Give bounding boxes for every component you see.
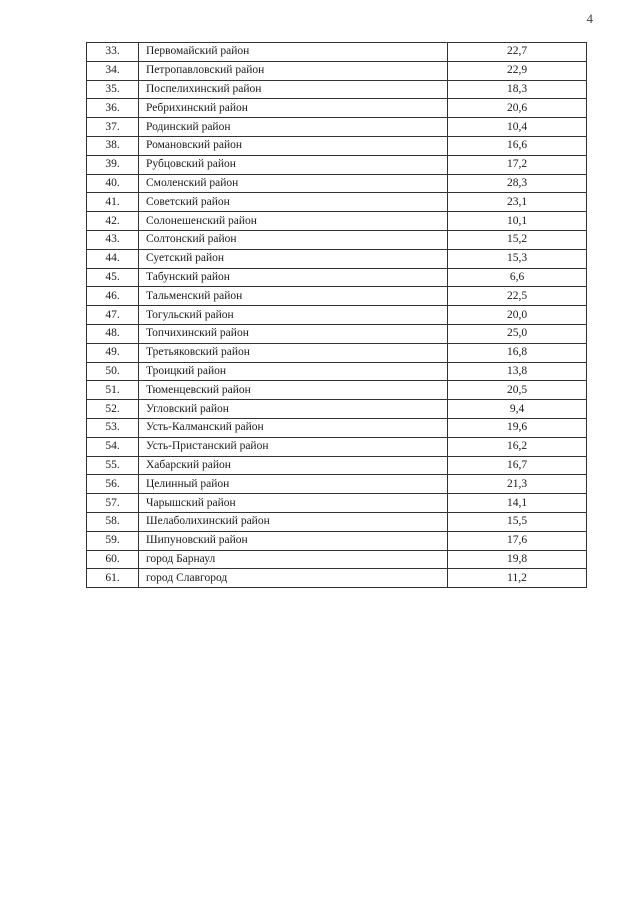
table-row <box>87 418 587 437</box>
row-number: 36. <box>87 99 139 118</box>
district-name: Суетский район <box>139 249 448 268</box>
row-number: 51. <box>87 381 139 400</box>
row-number: 53. <box>87 418 139 437</box>
table-row <box>87 212 587 231</box>
table-row <box>87 249 587 268</box>
table-row <box>87 61 587 80</box>
district-name: Угловский район <box>139 400 448 419</box>
row-number: 42. <box>87 212 139 231</box>
table-row <box>87 306 587 325</box>
row-number: 57. <box>87 494 139 513</box>
district-name: Ребрихинский район <box>139 99 448 118</box>
table-row <box>87 362 587 381</box>
row-number: 47. <box>87 306 139 325</box>
district-value: 15,2 <box>448 230 587 249</box>
row-number: 56. <box>87 475 139 494</box>
row-number: 37. <box>87 118 139 137</box>
table-row <box>87 512 587 531</box>
table-row <box>87 287 587 306</box>
table-row <box>87 400 587 419</box>
district-value: 22,9 <box>448 61 587 80</box>
district-value: 6,6 <box>448 268 587 287</box>
table-row <box>87 437 587 456</box>
district-name: Третьяковский район <box>139 343 448 362</box>
district-name: Солтонский район <box>139 230 448 249</box>
district-value: 11,2 <box>448 569 587 588</box>
district-value: 23,1 <box>448 193 587 212</box>
district-name: город Славгород <box>139 569 448 588</box>
district-value: 20,0 <box>448 306 587 325</box>
district-value: 15,3 <box>448 249 587 268</box>
table-row <box>87 80 587 99</box>
table-row <box>87 118 587 137</box>
district-value: 16,2 <box>448 437 587 456</box>
table-row <box>87 531 587 550</box>
district-name: Усть-Пристанский район <box>139 437 448 456</box>
district-value: 10,4 <box>448 118 587 137</box>
table-row <box>87 324 587 343</box>
district-value: 25,0 <box>448 324 587 343</box>
row-number: 61. <box>87 569 139 588</box>
row-number: 43. <box>87 230 139 249</box>
district-value: 19,6 <box>448 418 587 437</box>
row-number: 46. <box>87 287 139 306</box>
row-number: 54. <box>87 437 139 456</box>
row-number: 55. <box>87 456 139 475</box>
row-number: 40. <box>87 174 139 193</box>
district-value: 14,1 <box>448 494 587 513</box>
district-name: Хабарский район <box>139 456 448 475</box>
district-value: 22,5 <box>448 287 587 306</box>
district-value: 20,5 <box>448 381 587 400</box>
district-name: Смоленский район <box>139 174 448 193</box>
district-value: 16,6 <box>448 136 587 155</box>
table-row <box>87 456 587 475</box>
district-name: Усть-Калманский район <box>139 418 448 437</box>
district-name: Романовский район <box>139 136 448 155</box>
district-values-table <box>86 42 587 588</box>
table-row <box>87 174 587 193</box>
district-name: Родинский район <box>139 118 448 137</box>
table-row <box>87 475 587 494</box>
table-row <box>87 494 587 513</box>
district-name: Тальменский район <box>139 287 448 306</box>
district-name: Тогульский район <box>139 306 448 325</box>
table-row <box>87 569 587 588</box>
district-value: 18,3 <box>448 80 587 99</box>
table-row <box>87 193 587 212</box>
row-number: 41. <box>87 193 139 212</box>
district-name: Топчихинский район <box>139 324 448 343</box>
district-name: Петропавловский район <box>139 61 448 80</box>
district-name: Целинный район <box>139 475 448 494</box>
row-number: 39. <box>87 155 139 174</box>
row-number: 50. <box>87 362 139 381</box>
district-name: город Барнаул <box>139 550 448 569</box>
district-value: 20,6 <box>448 99 587 118</box>
district-name: Чарышский район <box>139 494 448 513</box>
district-value: 17,6 <box>448 531 587 550</box>
row-number: 59. <box>87 531 139 550</box>
district-name: Рубцовский район <box>139 155 448 174</box>
row-number: 52. <box>87 400 139 419</box>
district-value: 9,4 <box>448 400 587 419</box>
row-number: 49. <box>87 343 139 362</box>
row-number: 34. <box>87 61 139 80</box>
district-name: Тюменцевский район <box>139 381 448 400</box>
table-row <box>87 230 587 249</box>
page-number: 4 <box>586 11 593 26</box>
table-row <box>87 343 587 362</box>
table-row <box>87 550 587 569</box>
row-number: 35. <box>87 80 139 99</box>
district-value: 16,7 <box>448 456 587 475</box>
table-row <box>87 381 587 400</box>
row-number: 45. <box>87 268 139 287</box>
row-number: 60. <box>87 550 139 569</box>
district-value: 15,5 <box>448 512 587 531</box>
district-name: Поспелихинский район <box>139 80 448 99</box>
district-name: Солонешенский район <box>139 212 448 231</box>
district-value: 17,2 <box>448 155 587 174</box>
district-name: Табунский район <box>139 268 448 287</box>
table-row <box>87 43 587 62</box>
district-name: Советский район <box>139 193 448 212</box>
row-number: 44. <box>87 249 139 268</box>
district-name: Троицкий район <box>139 362 448 381</box>
district-value: 16,8 <box>448 343 587 362</box>
district-name: Шипуновский район <box>139 531 448 550</box>
row-number: 58. <box>87 512 139 531</box>
table-body <box>87 43 587 588</box>
district-value: 10,1 <box>448 212 587 231</box>
district-value: 22,7 <box>448 43 587 62</box>
district-name: Шелаболихинский район <box>139 512 448 531</box>
table-row <box>87 268 587 287</box>
district-value: 19,8 <box>448 550 587 569</box>
table-row <box>87 155 587 174</box>
row-number: 48. <box>87 324 139 343</box>
district-value: 13,8 <box>448 362 587 381</box>
district-name: Первомайский район <box>139 43 448 62</box>
table-row <box>87 136 587 155</box>
table-row <box>87 99 587 118</box>
row-number: 33. <box>87 43 139 62</box>
row-number: 38. <box>87 136 139 155</box>
district-value: 28,3 <box>448 174 587 193</box>
district-value: 21,3 <box>448 475 587 494</box>
